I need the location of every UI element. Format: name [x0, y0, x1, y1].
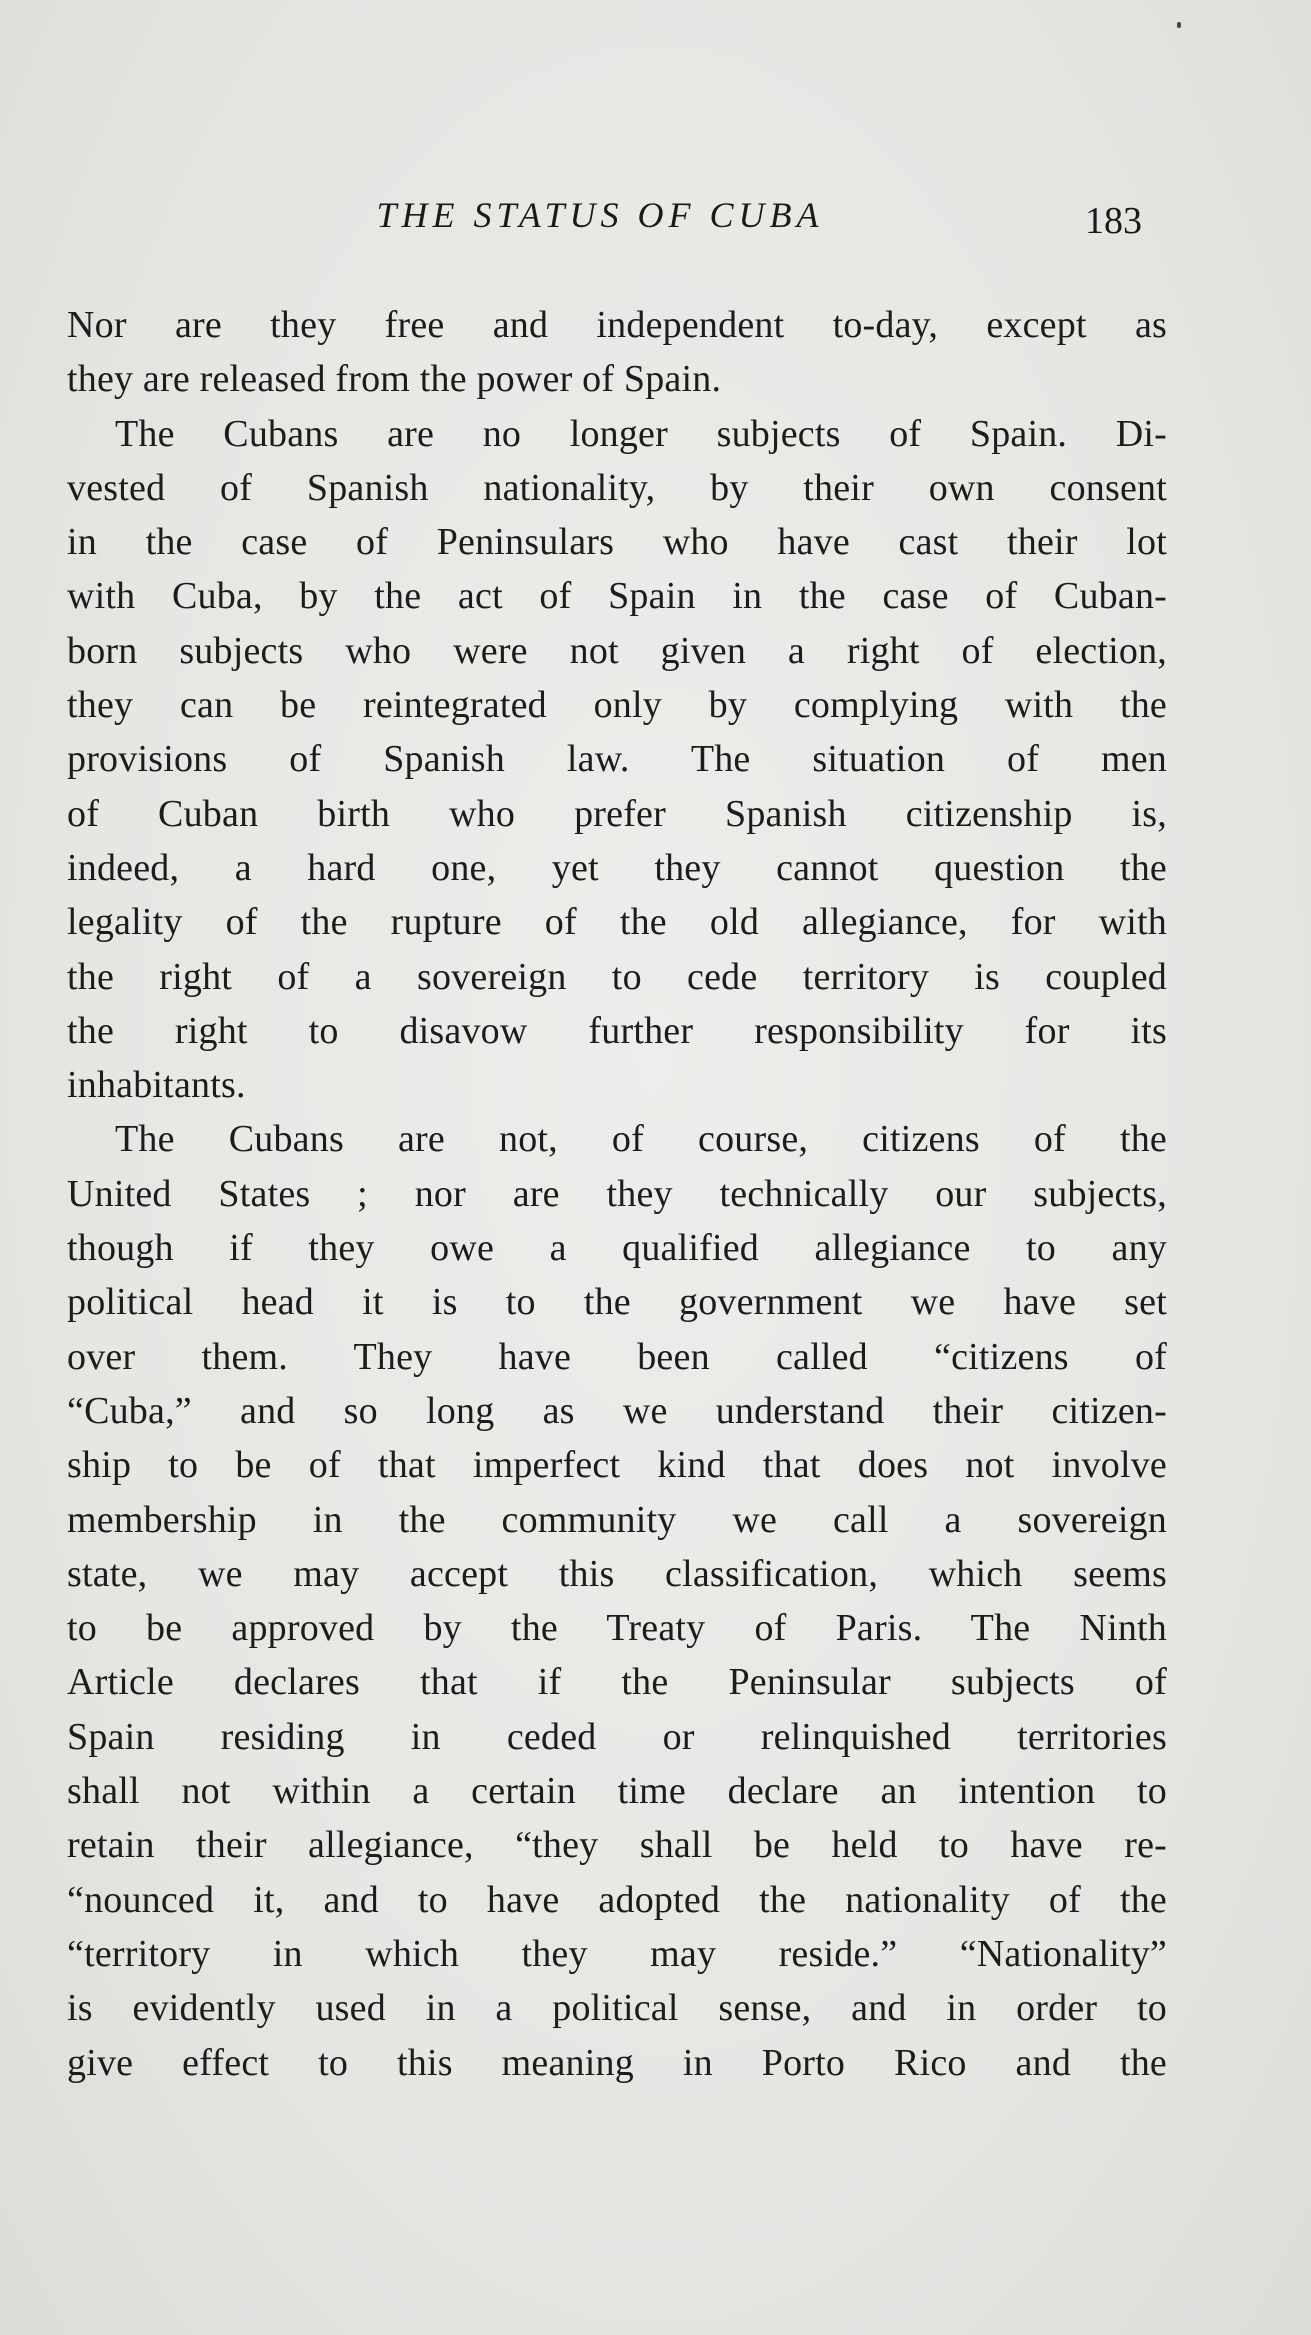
text-line: Nor are they free and independent to-day, except as [67, 304, 1167, 346]
running-head [0, 190, 1311, 240]
text-line: The Cubans are no longer subjects of Spain. Di- [115, 412, 1167, 455]
ink-speck [1177, 22, 1181, 28]
text-line: ship to be of that imperfect kind that does not involve [67, 1444, 1167, 1487]
text-line: over them. They have been called “citizens of [67, 1335, 1167, 1378]
text-line: The Cubans are not, of course, citizens of the [115, 1118, 1167, 1161]
running-title: THE STATUS OF CUBA [376, 195, 824, 235]
page-number: 183 [1085, 200, 1142, 242]
text-line: state, we may accept this classification, which seems [67, 1552, 1167, 1595]
text-line: they are released from the power of Spain. [67, 358, 722, 401]
text-line: inhabitants. [67, 1064, 246, 1107]
text-line: with Cuba, by the act of Spain in the case of Cuban- [67, 575, 1167, 618]
text-line: membership in the community we call a sovereign [67, 1498, 1167, 1541]
text-line: indeed, a hard one, yet they cannot question the [67, 846, 1167, 889]
text-line: “territory in which they may reside.” “Nationality” [67, 1932, 1167, 1975]
text-line: the right to disavow further responsibility for its [67, 1009, 1167, 1052]
text-line: legality of the rupture of the old allegiance, for with [67, 901, 1167, 944]
text-line: vested of Spanish nationality, by their own consent [67, 466, 1167, 509]
text-line: provisions of Spanish law. The situation of men [67, 738, 1167, 781]
text-line: they can be reintegrated only by complying with the [67, 684, 1167, 727]
text-line: in the case of Peninsulars who have cast their lot [67, 521, 1167, 564]
text-line: the right of a sovereign to cede territory is coupled [67, 955, 1167, 998]
text-line: “nounced it, and to have adopted the nationality of the [67, 1878, 1167, 1921]
text-line: Spain residing in ceded or relinquished territories [67, 1715, 1167, 1758]
text-line: United States ; nor are they technically our subjects, [67, 1172, 1167, 1215]
text-line: though if they owe a qualified allegiance to any [67, 1227, 1167, 1270]
text-line: is evidently used in a political sense, and in order to [67, 1987, 1167, 2030]
text-line: “Cuba,” and so long as we understand their citizen- [67, 1389, 1167, 1432]
text-line: to be approved by the Treaty of Paris. The Ninth [67, 1607, 1167, 1650]
text-line: give effect to this meaning in Porto Rico and the [67, 2041, 1167, 2084]
body-text [67, 298, 1167, 2090]
text-line: of Cuban birth who prefer Spanish citizenship is, [67, 792, 1167, 835]
text-line: shall not within a certain time declare an intention to [67, 1770, 1167, 1813]
text-line: born subjects who were not given a right of election, [67, 629, 1167, 672]
text-line: Article declares that if the Peninsular subjects of [67, 1661, 1167, 1704]
text-line: political head it is to the government we have set [67, 1281, 1167, 1324]
text-line: retain their allegiance, “they shall be held to have re- [67, 1824, 1167, 1867]
